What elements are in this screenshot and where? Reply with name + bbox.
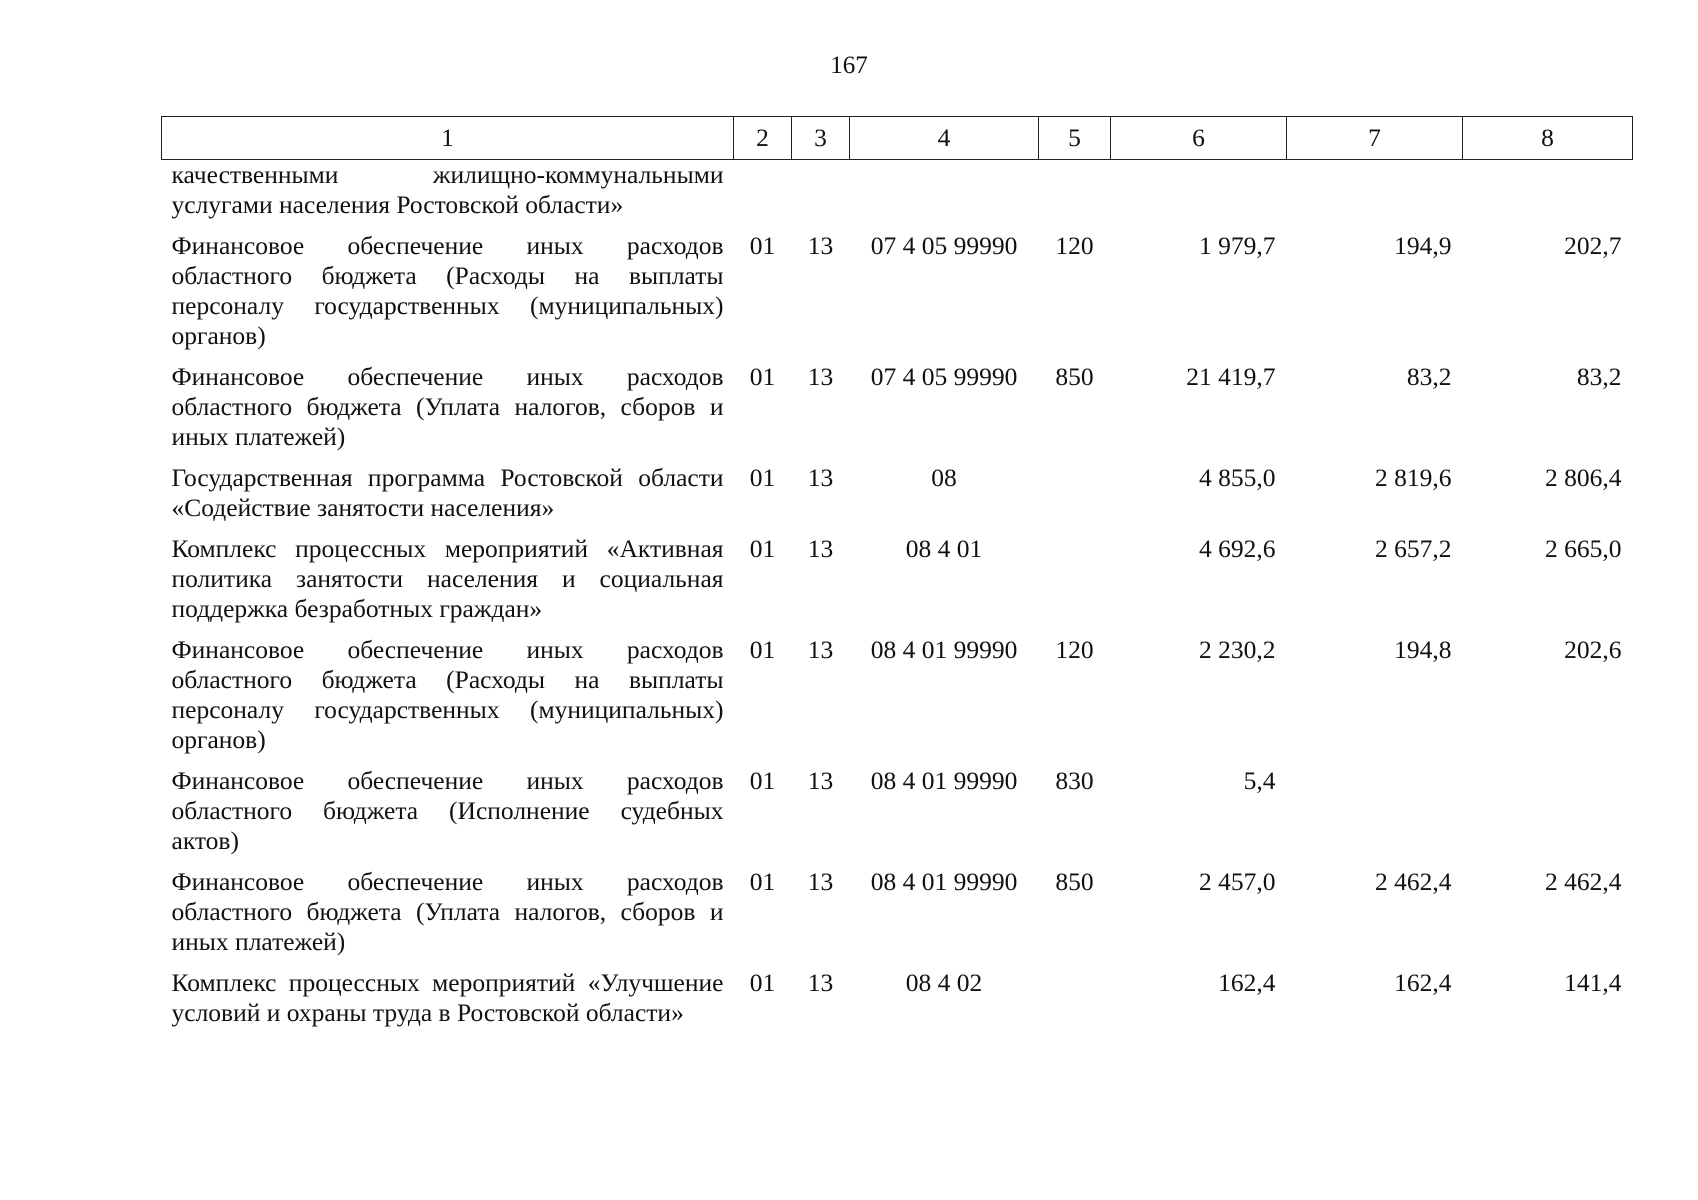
row-amount-6: 21 419,7 [1186,362,1276,391]
row-subsection: 13 [807,766,834,795]
header-col-8: 8 [1463,117,1633,160]
row-section: 01 [749,968,776,997]
row-section: 01 [749,766,776,795]
row-name: качественными жилищно-коммунальными услугами населения Ростовской области» [171,160,724,219]
table-row [162,362,1633,463]
row-amount-7: 2 819,6 [1375,463,1452,492]
row-amount-7 [1287,160,1463,232]
header-col-5: 5 [1039,117,1111,160]
row-subsection: 13 [807,362,834,391]
row-target-code: 07 4 05 99990 [870,362,1018,391]
table-row [162,867,1633,968]
table-row [162,968,1633,1039]
row-amount-8: 2 462,4 [1545,867,1622,896]
header-col-6: 6 [1111,117,1287,160]
table-row [162,160,1633,232]
row-expense-type: 120 [1055,635,1094,664]
row-subsection: 13 [807,463,834,492]
row-name: Финансовое обеспечение иных расходов областного бюджета (Уплата налогов, сборов и иных платежей) [171,867,724,956]
header-row [162,117,1633,160]
row-section: 01 [749,463,776,492]
row-target-code: 08 [931,463,957,492]
row-amount-6: 162,4 [1218,968,1276,997]
row-amount-7 [1287,766,1463,867]
table-row [162,766,1633,867]
row-expense-type: 120 [1055,231,1094,260]
row-name: Финансовое обеспечение иных расходов областного бюджета (Расходы на выплаты персоналу государственных (муниципальных) органов) [171,231,724,350]
row-target-code: 08 4 01 99990 [870,635,1018,664]
header-col-2: 2 [734,117,792,160]
page-number: 167 [830,52,868,79]
budget-table [161,116,1633,1039]
row-expense-type [1039,968,1111,1039]
header-col-3: 3 [792,117,850,160]
row-amount-8: 2 665,0 [1545,534,1622,563]
row-subsection [792,160,850,232]
row-amount-7: 162,4 [1394,968,1452,997]
row-subsection: 13 [807,231,834,260]
header-col-7: 7 [1287,117,1463,160]
row-name: Финансовое обеспечение иных расходов областного бюджета (Расходы на выплаты персоналу государственных (муниципальных) органов) [171,635,724,754]
row-expense-type [1039,160,1111,232]
row-target-code: 08 4 02 [905,968,983,997]
row-section [734,160,792,232]
row-amount-6: 5,4 [1243,766,1276,795]
row-expense-type: 850 [1055,362,1094,391]
table-row [162,463,1633,534]
row-expense-type: 830 [1055,766,1094,795]
row-amount-6: 2 457,0 [1199,867,1276,896]
row-amount-6 [1111,160,1287,232]
table-row [162,635,1633,766]
row-subsection: 13 [807,635,834,664]
row-target-code: 08 4 01 99990 [870,766,1018,795]
row-amount-7: 2 657,2 [1375,534,1452,563]
table-row [162,534,1633,635]
row-amount-8 [1463,160,1633,232]
row-amount-8 [1463,766,1633,867]
row-amount-8: 2 806,4 [1545,463,1622,492]
header-col-4: 4 [850,117,1039,160]
row-name: Комплекс процессных мероприятий «Улучшение условий и охраны труда в Ростовской области» [171,968,724,1027]
row-expense-type: 850 [1055,867,1094,896]
row-name: Финансовое обеспечение иных расходов областного бюджета (Уплата налогов, сборов и иных платежей) [171,362,724,451]
row-amount-6: 4 692,6 [1199,534,1276,563]
row-subsection: 13 [807,867,834,896]
row-section: 01 [749,635,776,664]
row-expense-type [1039,463,1111,534]
row-amount-7: 2 462,4 [1375,867,1452,896]
table-row [162,231,1633,362]
row-amount-8: 202,7 [1564,231,1622,260]
row-amount-6: 1 979,7 [1199,231,1276,260]
row-amount-8: 202,6 [1564,635,1622,664]
row-subsection: 13 [807,968,834,997]
row-subsection: 13 [807,534,834,563]
row-amount-7: 194,9 [1394,231,1452,260]
row-amount-6: 4 855,0 [1199,463,1276,492]
row-name: Комплекс процессных мероприятий «Активная политика занятости населения и социальная поддержка безработных граждан» [171,534,724,623]
row-section: 01 [749,867,776,896]
row-amount-7: 194,8 [1394,635,1452,664]
row-target-code [850,160,1039,232]
row-name: Государственная программа Ростовской области «Содействие занятости населения» [171,463,724,522]
row-section: 01 [749,534,776,563]
header-col-1: 1 [162,117,734,160]
row-amount-8: 83,2 [1576,362,1622,391]
row-amount-8: 141,4 [1564,968,1622,997]
row-target-code: 07 4 05 99990 [870,231,1018,260]
row-target-code: 08 4 01 [905,534,983,563]
row-amount-6: 2 230,2 [1199,635,1276,664]
row-section: 01 [749,231,776,260]
row-target-code: 08 4 01 99990 [870,867,1018,896]
row-amount-7: 83,2 [1406,362,1452,391]
row-expense-type [1039,534,1111,635]
row-section: 01 [749,362,776,391]
row-name: Финансовое обеспечение иных расходов областного бюджета (Исполнение судебных актов) [171,766,724,855]
